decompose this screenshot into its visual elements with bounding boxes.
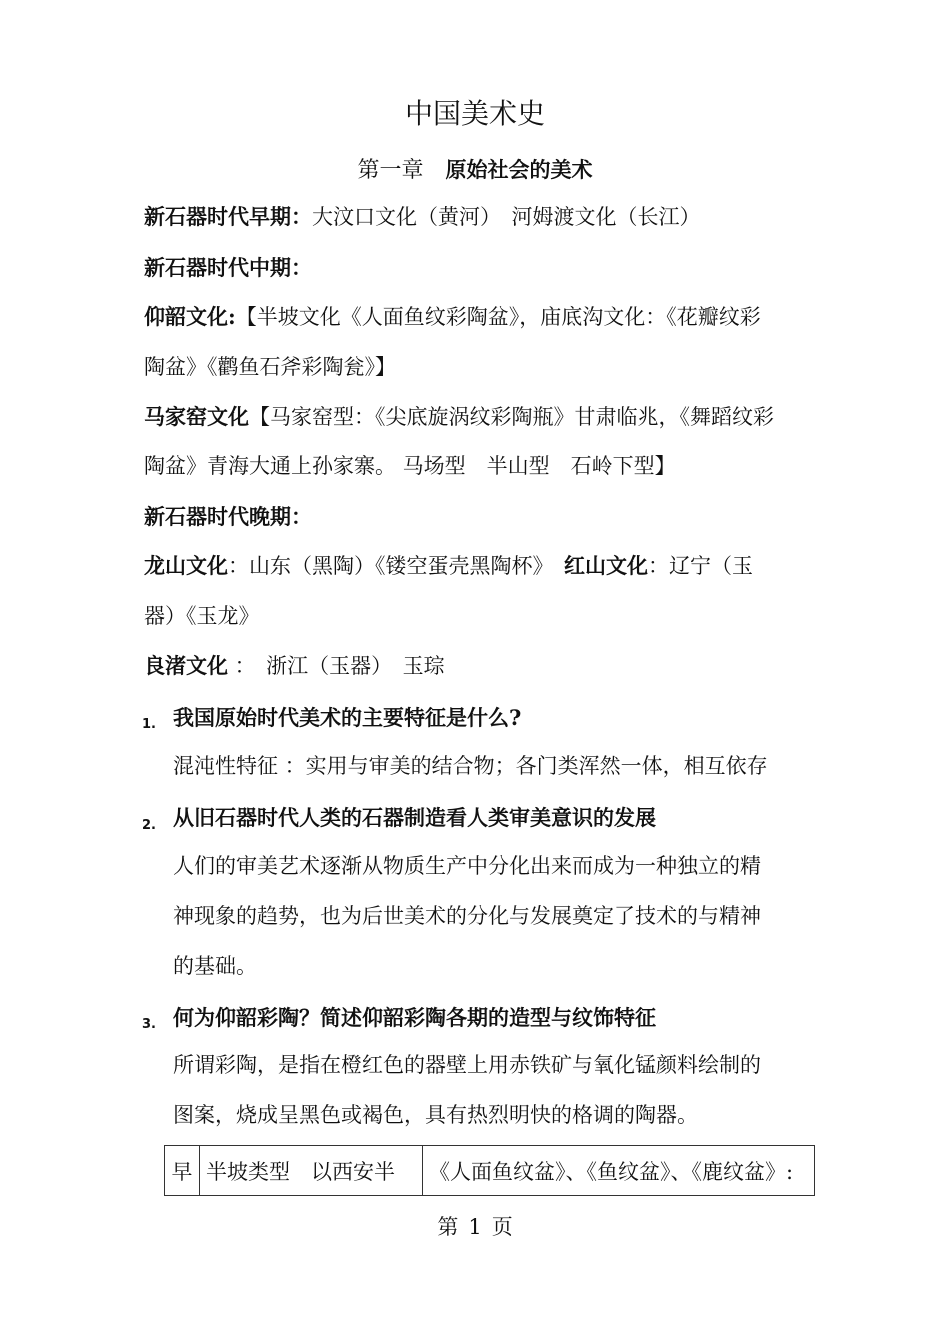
- late-neolithic-label: 新石器时代晚期：: [144, 504, 312, 529]
- majiayao-line-1: [144, 402, 824, 432]
- middle-neolithic-label: 新石器时代中期：: [144, 255, 312, 280]
- question-3-number: 3.: [142, 1017, 156, 1032]
- majiayao-line-2: 陶盆》青海大通上孙家寨。 马场型 半山型 石岭下型】: [144, 454, 676, 478]
- question-2-answer-line-3: 的基础。: [173, 954, 257, 978]
- page-footer: [0, 1212, 950, 1242]
- question-3-answer-line-1: 所谓彩陶，是指在橙红色的器壁上用赤铁矿与氧化锰颜料绘制的: [173, 1053, 761, 1077]
- chapter-number: 第一章: [357, 158, 424, 183]
- question-2-answer-line-1: 人们的审美艺术逐渐从物质生产中分化出来而成为一种独立的精: [173, 854, 761, 878]
- majiayao-label: 马家窑文化: [144, 404, 249, 429]
- majiayao-text-1: 【马家窑型：《尖底旋涡纹彩陶瓶》甘肃临兆，《舞蹈纹彩: [249, 405, 774, 429]
- chapter-name: 原始社会的美术: [445, 157, 593, 182]
- yangshao-periods-table: [164, 1145, 815, 1196]
- longshan-hongshan-line: [144, 551, 824, 581]
- hongshan-label: 红山文化: [564, 553, 648, 578]
- question-1-title: 我国原始时代美术的主要特征是什么?: [173, 705, 522, 730]
- question-3-title: 何为仰韶彩陶？简述仰韶彩陶各期的造型与纹饰特征: [173, 1005, 656, 1030]
- document-title: 中国美术史: [404, 97, 545, 130]
- yangshao-text-1: 【半坡文化《人面鱼纹彩陶盆》，庙底沟文化：《花瓣纹彩: [235, 305, 761, 329]
- table-cell-works: 《人面鱼纹盆》、《鱼纹盆》、《鹿纹盆》:: [423, 1146, 815, 1196]
- question-2-number: 2.: [142, 818, 156, 833]
- yangshao-line-2: 陶盆》《鹳鱼石斧彩陶瓮》】: [144, 355, 396, 379]
- footer-suffix: 页: [491, 1215, 513, 1239]
- question-2-title: 从旧石器时代人类的石器制造看人类审美意识的发展: [173, 805, 656, 830]
- longshan-label: 龙山文化: [144, 553, 228, 578]
- liangzhu-label: 良渚文化: [144, 653, 228, 678]
- page-number: 1: [468, 1215, 482, 1239]
- yangshao-label: 仰韶文化:: [144, 304, 236, 329]
- chapter-heading: [0, 155, 950, 186]
- question-1-answer-line-1: 混沌性特征 ：实用与审美的结合物；各门类浑然一体，相互依存: [173, 754, 768, 778]
- question-3-answer-line-2: 图案，烧成呈黑色或褐色，具有热烈明快的格调的陶器。: [173, 1103, 698, 1127]
- footer-prefix: 第: [437, 1215, 459, 1239]
- early-neolithic-text: 大汶口文化（黄河） 河姆渡文化（长江）: [312, 205, 701, 229]
- question-1-number: 1.: [142, 717, 156, 732]
- hongshan-line-2: 器）《玉龙》: [144, 604, 260, 628]
- early-neolithic-line: [144, 202, 824, 232]
- liangzhu-text: ： 浙江（玉器） 玉琮: [228, 654, 445, 678]
- liangzhu-line: [144, 651, 824, 681]
- yangshao-line-1: [144, 302, 824, 332]
- early-neolithic-label: 新石器时代早期：: [144, 204, 312, 229]
- table-cell-type: 半坡类型 以西安半: [200, 1146, 423, 1196]
- question-2-answer-line-2: 神现象的趋势，也为后世美术的分化与发展奠定了技术的与精神: [173, 904, 761, 928]
- hongshan-text: ：辽宁（玉: [648, 554, 753, 578]
- longshan-text: ：山东（黑陶）《镂空蛋壳黑陶杯》: [228, 554, 564, 578]
- table-row: [165, 1146, 815, 1196]
- table-cell-period: 早: [165, 1146, 200, 1196]
